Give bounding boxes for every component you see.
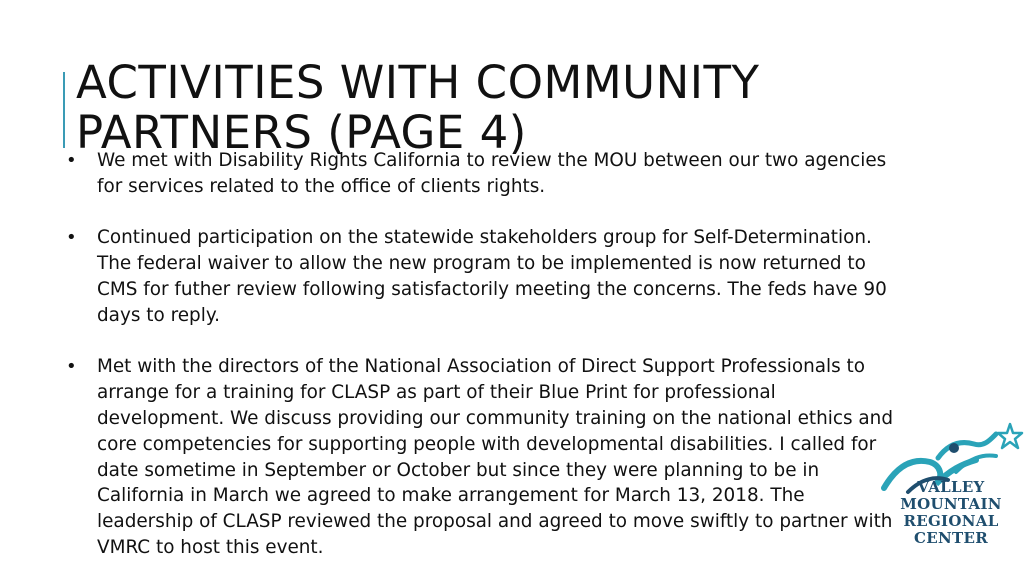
bullet-line: leadership of CLASP reviewed the proposal and agreed to move swiftly to partner with: [97, 511, 893, 533]
title-line-2: PARTNERS (PAGE 4): [76, 106, 527, 159]
bullet-line: days to reply.: [97, 304, 220, 326]
bullet-line: CMS for futher review following satisfactorily meeting the concerns. The feds have 90: [97, 278, 887, 300]
bullet-line: date sometime in September or October but since they were planning to be in: [97, 459, 820, 481]
bullet-marker: •: [66, 227, 77, 249]
bullet-line: core competencies for supporting people with developmental disabilities. I called for: [97, 433, 877, 455]
bullet-item-3: [66, 354, 978, 560]
logo-text-valley: VALLEY: [917, 478, 985, 496]
logo-text-mountain: MOUNTAIN: [900, 495, 1002, 513]
bullet-line: Met with the directors of the National Association of Direct Support Professionals to: [97, 356, 866, 378]
bullet-marker: •: [66, 150, 77, 171]
bullet-line: The federal waiver to allow the new program to be implemented is now returned to: [97, 253, 866, 275]
slide-title: [76, 58, 760, 158]
bullet-line: for services related to the office of clients rights.: [97, 175, 546, 197]
title-accent-bar: [63, 72, 65, 148]
logo-text-center: CENTER: [914, 529, 988, 547]
bullet-list: [66, 148, 978, 587]
bullet-line: We met with Disability Rights California to review the MOU between our two agencies: [97, 150, 887, 171]
bullet-line: California in March we agreed to make arrangement for March 13, 2018. The: [97, 485, 805, 507]
vmrc-logo: [878, 418, 1024, 575]
title-line-1: ACTIVITIES WITH COMMUNITY: [76, 56, 760, 109]
bullet-line: Continued participation on the statewide stakeholders group for Self-Determination.: [97, 227, 872, 249]
logo-text-regional: REGIONAL: [903, 512, 999, 530]
bullet-line: development. We discuss providing our community training on the national ethics and: [97, 407, 893, 429]
bullet-marker: •: [66, 356, 77, 378]
bullet-line: VMRC to host this event.: [97, 536, 324, 558]
bullet-item-1: [66, 148, 978, 200]
bullet-item-2: [66, 225, 978, 328]
bullet-line: arrange for a training for CLASP as part of their Blue Print for professional: [97, 382, 776, 404]
